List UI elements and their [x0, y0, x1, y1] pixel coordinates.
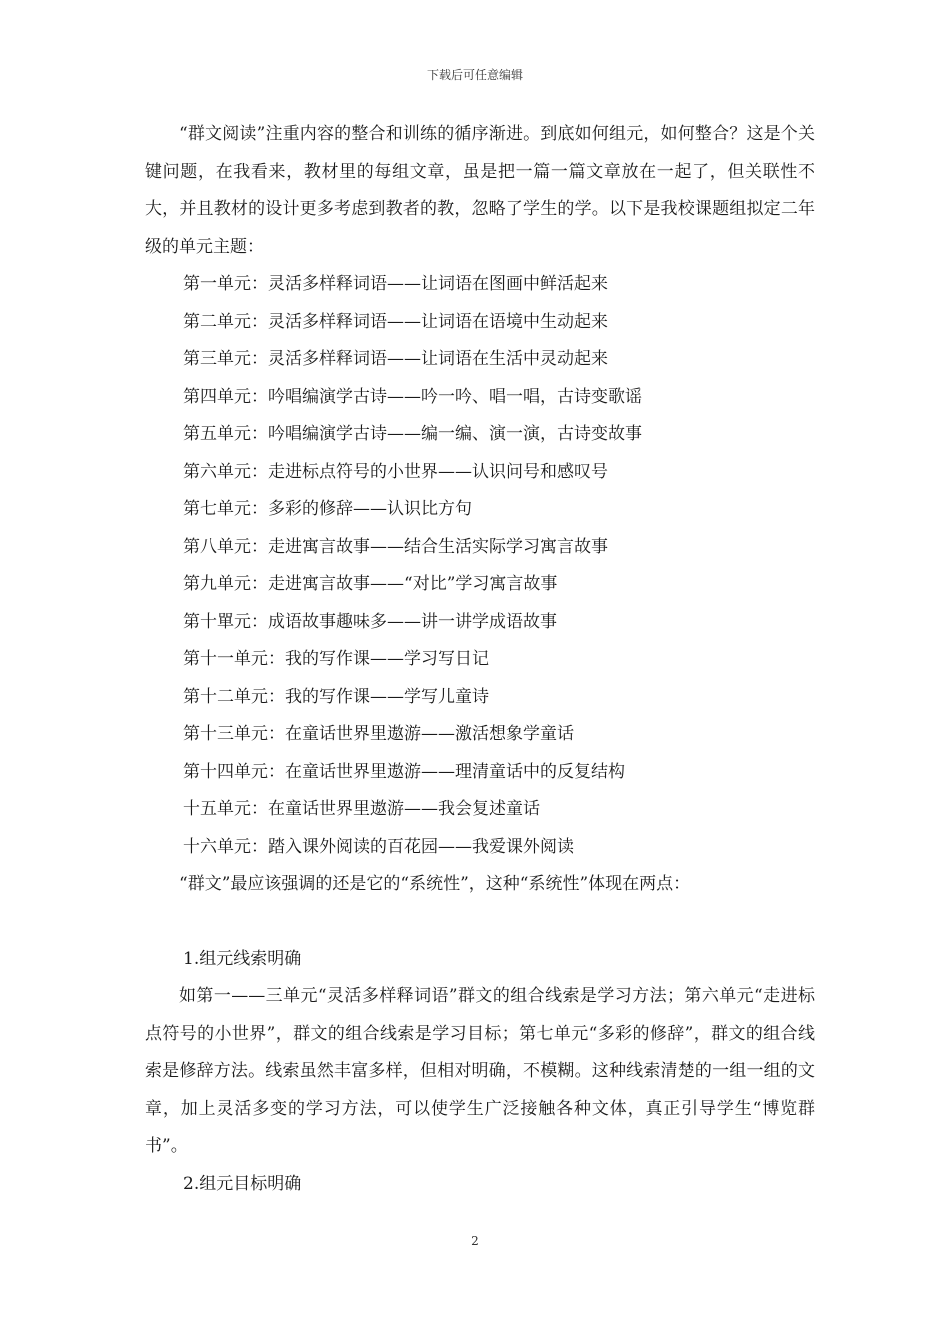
unit-item: 第五单元：吟唱编演学古诗——编一编、演一演，古诗变故事 [183, 424, 642, 444]
section-paragraph-1: 如第一——三单元“灵活多样释词语”群文的组合线索是学习方法；第六单元“走进标点符号的小世界”，群文的组合线索是学习目标；第七单元“多彩的修辞”，群文的组合线索是修辞方法。线索虽然丰富多样，但相对明确，不模糊。这种线索清楚的一组一组的文章，加上灵活多变的学习方法，可以使学生广泛接触各种文体，真正引导学生“博览群书”。 [145, 986, 815, 1156]
unit-item: 第四单元：吟唱编演学古诗——吟一吟、唱一唱，古诗变歌谣 [183, 386, 642, 407]
section-heading-2: 2.组元目标明确 [183, 1173, 302, 1194]
unit-item: 第一单元：灵活多样释词语——让词语在图画中鲜活起来 [183, 274, 608, 294]
unit-item: 第三单元：灵活多样释词语——让词语在生活中灵动起来 [183, 349, 608, 369]
unit-item: 第十單元：成语故事趣味多——讲一讲学成语故事 [183, 611, 557, 632]
page-number: 2 [471, 1234, 479, 1248]
unit-item: 第十三单元：在童话世界里遨游——激活想象学童话 [183, 724, 574, 744]
unit-item: 第九单元：走进寓言故事——“对比”学习寓言故事 [183, 574, 558, 594]
unit-item: 第十一单元：我的写作课——学习写日记 [183, 649, 489, 669]
unit-item: 第八单元：走进寓言故事——结合生活实际学习寓言故事 [183, 536, 608, 557]
unit-item: 第十二单元：我的写作课——学写儿童诗 [183, 686, 489, 707]
unit-item: 十六单元：踏入课外阅读的百花园——我爱课外阅读 [183, 836, 574, 857]
blank-line [145, 904, 815, 941]
section-heading-1: 1.组元线索明确 [183, 948, 302, 969]
unit-item: 第六单元：走进标点符号的小世界——认识问号和感叹号 [183, 461, 608, 482]
unit-item: 第十四单元：在童话世界里遨游——理清童话中的反复结构 [183, 761, 625, 782]
unit-item: 第七单元：多彩的修辞——认识比方句 [183, 499, 472, 519]
document-body [145, 116, 815, 1203]
unit-item: 十五单元：在童话世界里遨游——我会复述童话 [183, 799, 540, 819]
unit-item: 第二单元：灵活多样释词语——让词语在语境中生动起来 [183, 311, 608, 332]
header-note: 下载后可任意编辑 [426, 68, 523, 82]
system-paragraph: “群文”最应该强调的还是它的“系统性”，这种“系统性”体现在两点： [179, 874, 691, 894]
unit-list [145, 266, 815, 866]
intro-paragraph: “群文阅读”注重内容的整合和训练的循序渐进。到底如何组元，如何整合？这是个关键问题，在我看来，教材里的每组文章，虽是把一篇一篇文章放在一起了，但关联性不大，并且教材的设计更多考虑到教者的教，忽略了学生的学。以下是我校课题组拟定二年级的单元主题： [145, 124, 815, 257]
